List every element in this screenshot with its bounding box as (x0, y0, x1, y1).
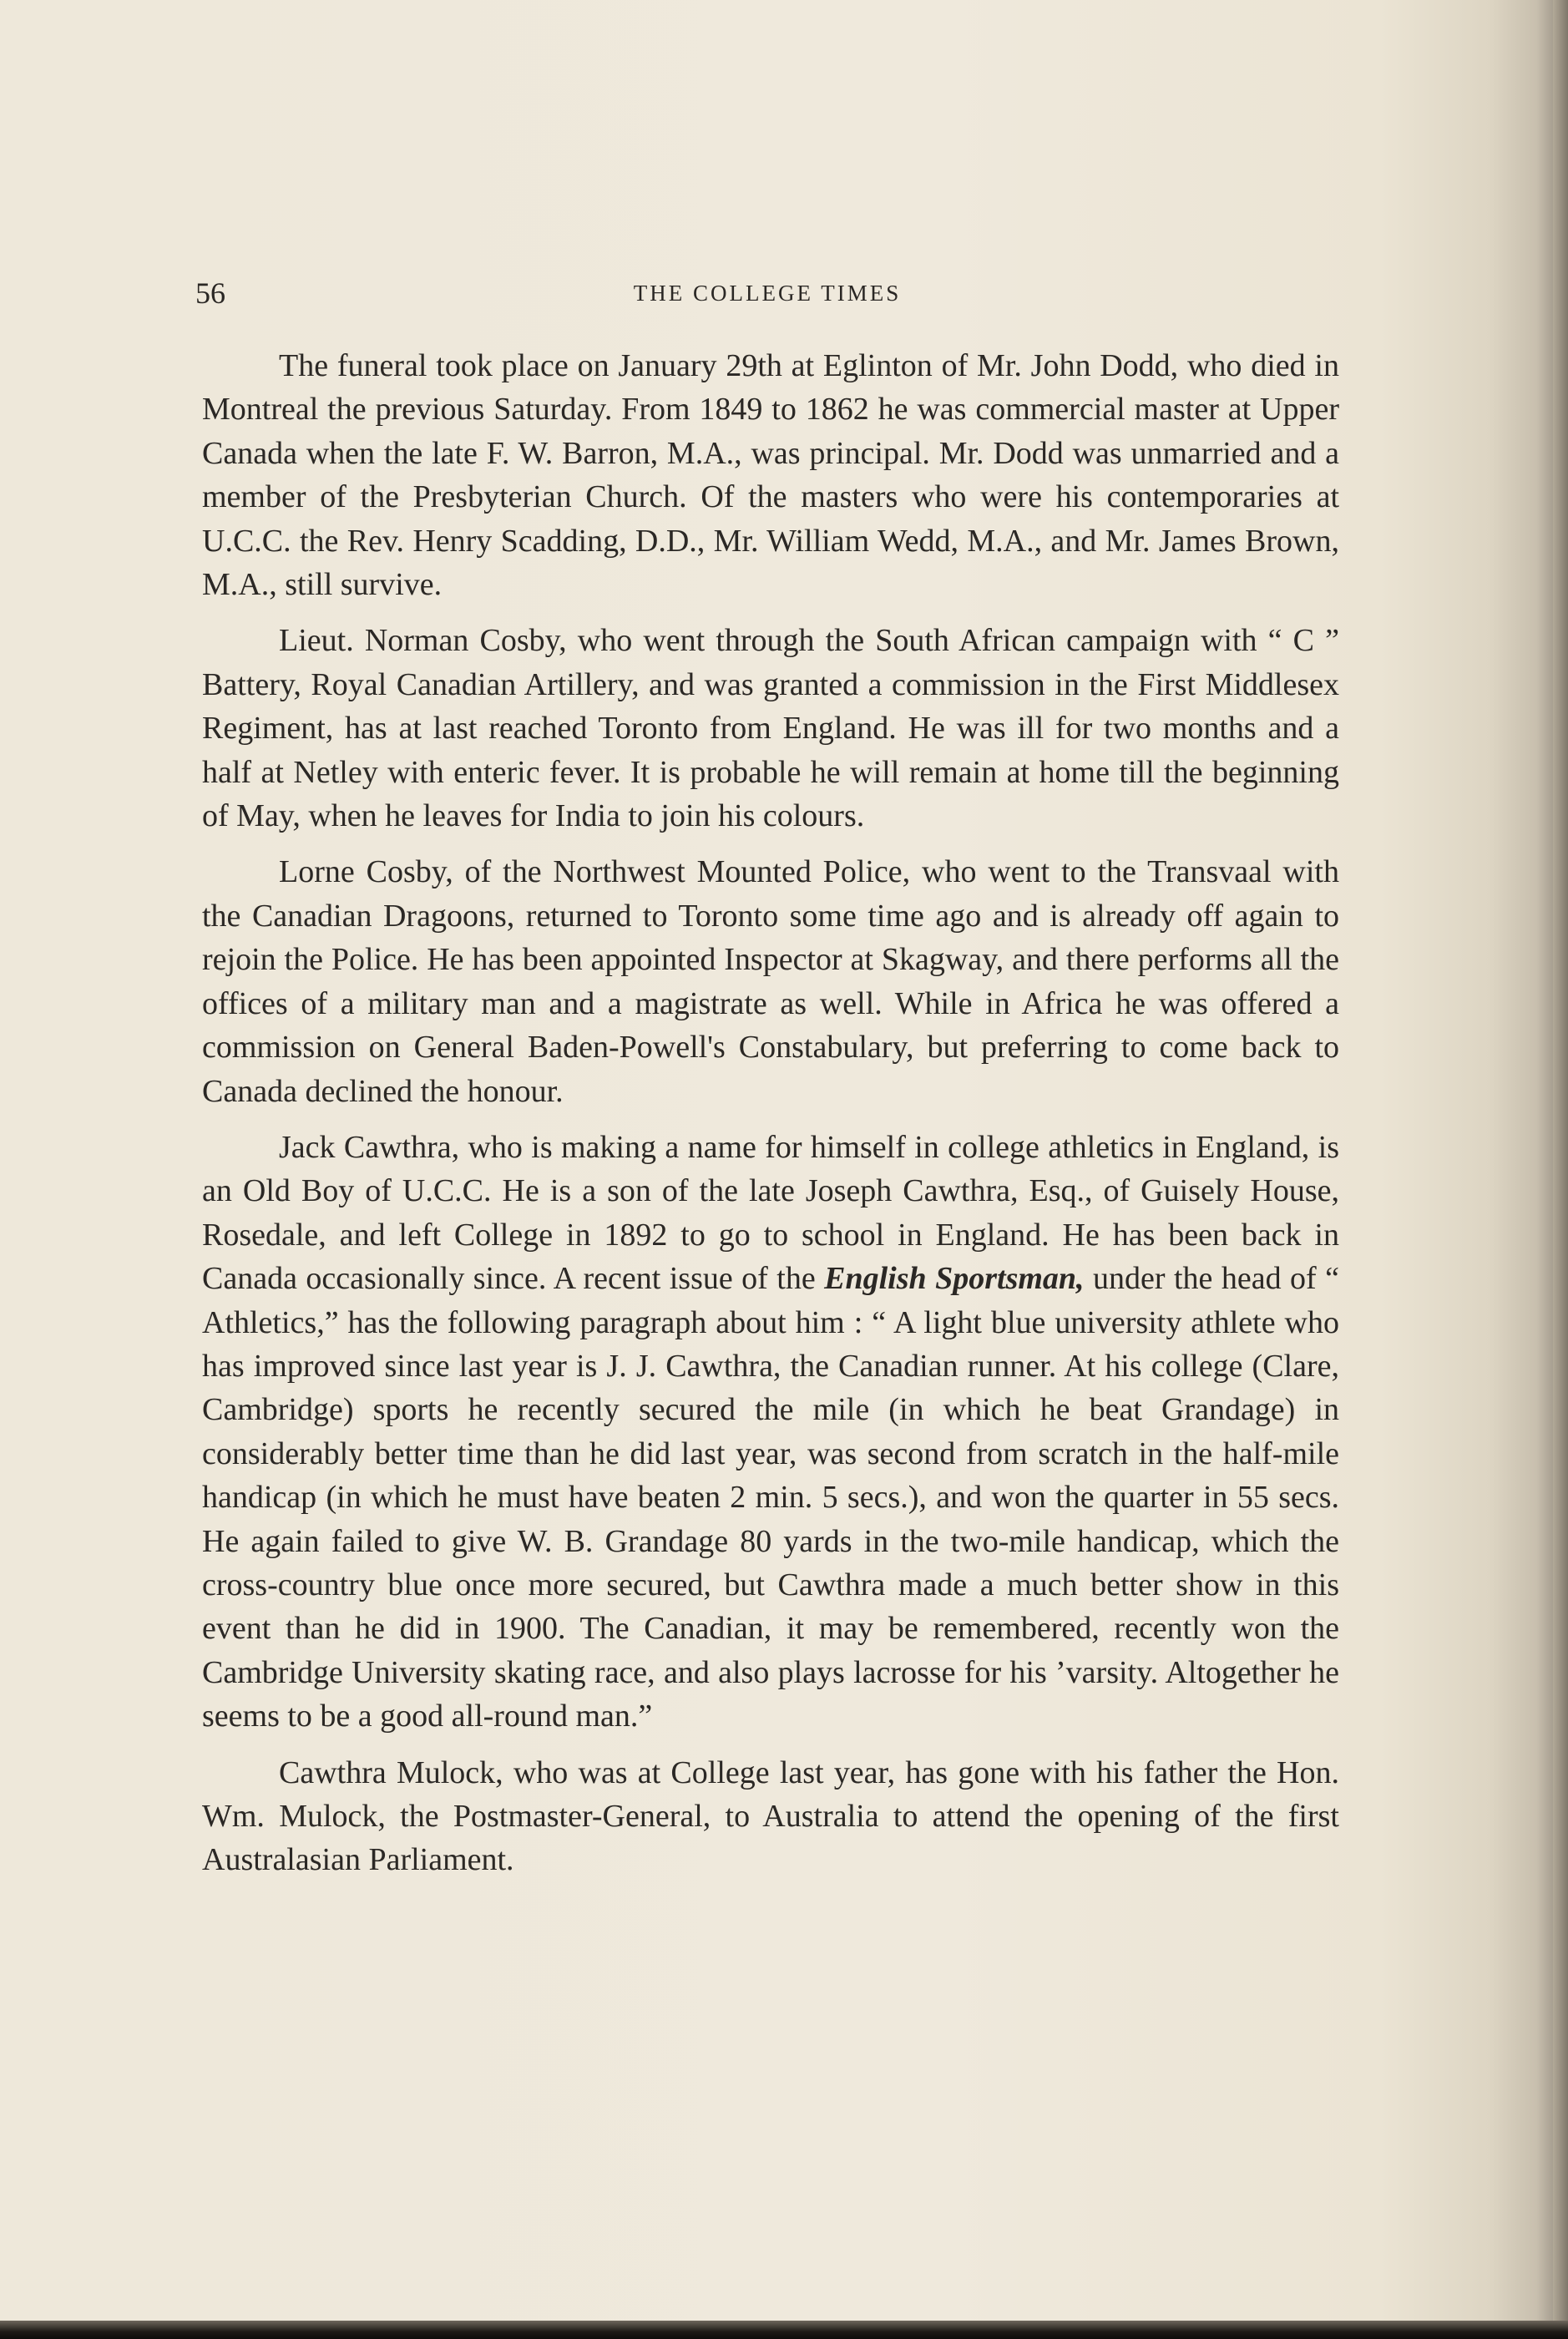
page-bottom-edge (0, 2321, 1568, 2339)
paragraph-text: Jack Cawthra, who is making a name for himself in college athletics in England, is an Old Boy of U.C.C. He is a son of the late Joseph Cawthra, Esq., of Guisely House, Rosedale, and left College in 1892 to go to school in England. He has been back in Canada occasionally since. A recent issue of the (202, 1129, 1339, 1297)
paragraph-norman-cosby: Lieut. Norman Cosby, who went through the South African campaign with “ C ” Battery, Royal Canadian Artillery, and was granted a commission in the First Middlesex Regiment, has at last reached Toronto from England. He was ill for two months and a half at Netley with enteric fever. It is probable he will remain at home till the beginning of May, when he leaves for India to join his colours. (202, 623, 1339, 834)
paragraph-lorne-cosby: Lorne Cosby, of the Northwest Mounted Police, who went to the Transvaal with the Canadian Dragoons, returned to Toronto some time ago and is already off again to rejoin the Police. He has been appointed Inspector at Skagway, and there performs all the offices of a military man and a magistrate as well. While in Africa he was offered a commission on General Baden-Powell's Constabulary, but preferring to come back to Canada declined the honour. (202, 854, 1339, 1109)
paragraph-dodd-funeral: The funeral took place on January 29th at Eglinton of Mr. John Dodd, who died in Montreal the previous Saturday. From 1849 to 1862 he was commercial master at Upper Canada when the late F. W. Barron, M.A., was principal. Mr. Dodd was unmarried and a member of the Presbyterian Church. Of the masters who were his contemporaries at U.C.C. the Rev. Henry Scadding, D.D., Mr. William Wedd, M.A., and Mr. James Brown, M.A., still survive. (202, 348, 1339, 603)
running-title: THE COLLEGE TIMES (633, 281, 902, 306)
paragraph-cawthra-mulock: Cawthra Mulock, who was at College last year, has gone with his father the Hon. Wm. Mulock, the Postmaster-General, to Australia to attend the opening of the first Australasian Parliament. (202, 1754, 1339, 1878)
page-header (195, 276, 1339, 309)
paragraph-jack-cawthra (202, 1126, 1339, 1739)
paragraph-text: under the head of “ Athletics,” has the following paragraph about him : “ A light blue university athlete who has improved since last year is J. J. Cawthra, the Canadian runner. At his college (Clare, Cambridge) sports he recently secured the mile (in which he beat Grandage) in considerably better time than he did last year, was second from scratch in the half-mile handicap (in which he must have beaten 2 min. 5 secs.), and won the quarter in 55 secs. He again failed to give W. B. Grandage 80 yards in the two-mile handicap, which the cross-country blue once more secured, but Cawthra made a much better show in this event than he did in 1900. The Canadian, it may be remembered, recently won the Cambridge University skating race, and also plays lacrosse for his ’varsity. Altogether he seems to be a good all-round man.” (202, 1261, 1339, 1734)
page-fold-shadow (1553, 0, 1568, 2339)
article-body (202, 344, 1339, 1895)
page-number: 56 (195, 276, 225, 310)
publication-title: English Sportsman, (824, 1261, 1085, 1297)
